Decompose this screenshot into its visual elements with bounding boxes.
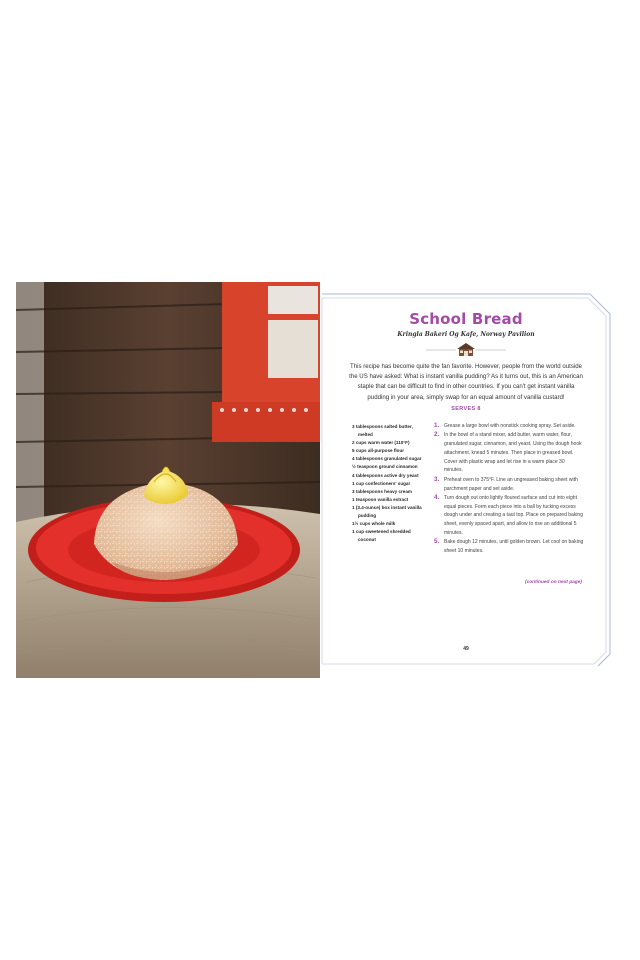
step-number: 2. — [434, 431, 440, 439]
ingredient-item: 4 tablespoons active dry yeast — [352, 472, 419, 478]
recipe-location: Kringla Bakeri Og Kafe, Norway Pavilion — [397, 331, 535, 338]
step-number: 1. — [434, 422, 440, 429]
page-number: 49 — [463, 646, 469, 652]
step-item — [434, 431, 584, 475]
ingredient-item: 3 tablespoons heavy cream — [352, 488, 413, 494]
recipe-intro: This recipe has become quite the fan favorite. However, people from the world outside the US have asked: What is instant vanilla pudding? As it turns out, this is an American staple that can be difficult to find in other countries. If you can't get instant vanilla pudding in your area, simply swap for an equal amount of vanilla custard! — [349, 363, 583, 401]
recipe-title: School Bread — [409, 310, 523, 328]
step-text: Grease a large bowl with nonstick cooking spray. Set aside. — [444, 423, 576, 429]
step-item — [434, 476, 584, 494]
step-text: In the bowl of a stand mixer, add butter, warm water, flour, granulated sugar, cinnamon, and yeast. Using the dough hook attachment, knead 5 minutes. Then place in greased bowl. Cover with plastic wrap and let rise in a warm place 30 minutes. — [444, 432, 582, 474]
step-number: 4. — [434, 493, 440, 501]
ingredient-item: 1 teaspoon vanilla extract — [352, 496, 409, 502]
cottage-icon — [416, 341, 516, 357]
ingredient-list — [352, 423, 422, 544]
ingredient-item: 1 (3.4-ounce) box instant vanilla pudding — [352, 504, 422, 519]
ingredient-item: ½ teaspoon ground cinnamon — [352, 464, 418, 470]
step-item — [434, 494, 584, 538]
continued-note: (continued on next page) — [524, 580, 582, 585]
step-item — [434, 422, 584, 431]
recipe-page — [320, 282, 612, 678]
ingredient-item: 4 tablespoons granulated sugar — [352, 456, 422, 462]
ingredient-item: 2 cups warm water (110°F) — [352, 440, 410, 446]
step-text: Preheat oven to 375°F. Line an ungreased baking sheet with parchment paper and set aside. — [444, 476, 578, 492]
ingredient-item: 5 cups all-purpose flour — [352, 448, 405, 454]
book-spread — [16, 282, 612, 678]
step-text: Bake dough 12 minutes, until golden brown. Let cool on baking sheet 10 minutes. — [444, 539, 584, 555]
step-number: 3. — [434, 475, 440, 483]
step-text: Turn dough out onto lightly floured surface and cut into eight equal pieces. Form each piece into a ball by tucking excess dough under and creating a taut top. Place on prepared baking sheet, evenly spaced apart, and allow to rise an additional 5 minutes. — [444, 494, 583, 537]
ingredient-item: 1 cup confectioners' sugar — [352, 480, 411, 486]
step-item — [434, 538, 584, 556]
ingredient-item: 1½ cups whole milk — [352, 521, 396, 527]
ingredient-item: 1 cup sweetened shredded coconut — [352, 529, 411, 543]
ingredient-item: 3 tablespoons salted butter, melted — [352, 424, 413, 438]
step-number: 5. — [434, 538, 440, 546]
step-list — [434, 422, 584, 556]
red-window — [212, 282, 320, 442]
cake-photo — [16, 282, 320, 678]
serves-label: SERVES 8 — [451, 406, 481, 412]
